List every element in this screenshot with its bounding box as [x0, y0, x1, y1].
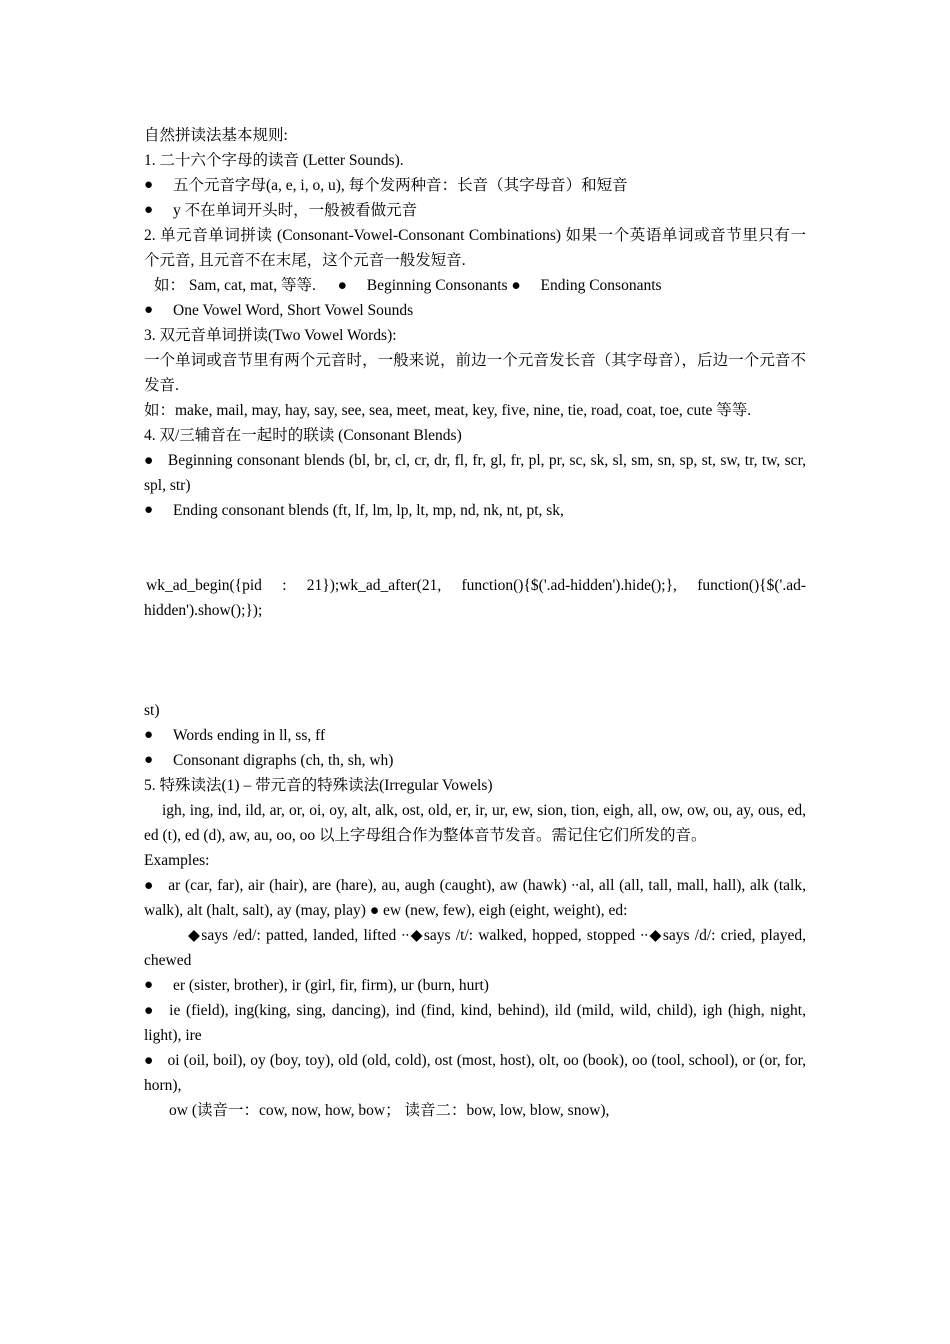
- bullet-icon: ●: [511, 277, 521, 294]
- section-3-heading: 3. 双元音单词拼读(Two Vowel Words):: [144, 327, 397, 344]
- list-item-text: Beginning consonant blends (bl, br, cl, cr, dr, fl, fr, gl, fr, pl, pr, sc, sk, sl, sm, sn, sp, st, sw, tr, tw, scr, spl, str): [144, 452, 806, 494]
- continuation-text: st): [144, 702, 160, 719]
- list-item: [144, 173, 806, 198]
- bullet-icon: ●: [144, 727, 154, 743]
- list-item: [144, 448, 806, 498]
- bullet-icon: ●: [144, 1052, 154, 1069]
- section-5-heading: 5. 特殊读法(1) – 带元音的特殊读法(Irregular Vowels): [144, 777, 493, 794]
- list-item: [144, 873, 806, 923]
- bullet-icon: ●: [144, 502, 154, 518]
- list-item-text: Consonant digraphs (ch, th, sh, wh): [173, 752, 394, 769]
- list-item: [144, 298, 806, 323]
- bullet-icon: ●: [144, 877, 155, 894]
- list-item-text: Ending Consonants: [540, 277, 662, 294]
- list-item: [144, 723, 806, 748]
- list-item-text: Words ending in ll, ss, ff: [173, 727, 326, 744]
- section-5-text: igh, ing, ind, ild, ar, or, oi, oy, alt, alk, ost, old, er, ir, ur, ew, sion, tion, eigh, all, ow, ow, ou, ay, ous, ed, ed (t), ed (d), aw, au, oo, oo 以上字母组合作为整体音节发音。需记住它们所发的音。: [144, 802, 806, 844]
- list-item: [144, 198, 806, 223]
- section-1-heading: 1. 二十六个字母的读音 (Letter Sounds).: [144, 152, 404, 169]
- bullet-icon: ●: [337, 277, 347, 294]
- section-3-text: 一个单词或音节里有两个元音时，一般来说，前边一个元音发长音（其字母音），后边一个元音不发音.: [144, 352, 806, 394]
- bullet-icon: ●: [144, 177, 154, 193]
- bullet-icon: ●: [144, 1002, 156, 1019]
- list-item-text: y 不在单词开头时，一般被看做元音: [173, 202, 418, 219]
- list-item: [144, 973, 806, 998]
- list-item-text: ie (field), ing(king, sing, dancing), ind (find, kind, behind), ild (mild, wild, child), igh (high, night, light), ire: [144, 1002, 806, 1044]
- doc-title: 自然拼读法基本规则:: [144, 127, 288, 144]
- list-item: [144, 998, 806, 1048]
- bullet-icon: ●: [144, 977, 154, 993]
- list-item-text: Ending consonant blends (ft, lf, lm, lp, lt, mp, nd, nk, nt, pt, sk,: [173, 502, 564, 519]
- list-item-text: oi (oil, boil), oy (boy, toy), old (old, cold), ost (most, host), olt, oo (book), oo (tool, school), or (or, for, horn),: [144, 1052, 806, 1094]
- bullet-icon: ●: [144, 752, 154, 768]
- bullet-icon: ●: [144, 452, 154, 469]
- list-item-text: 五个元音字母(a, e, i, o, u), 每个发两种音：长音（其字母音）和短音: [173, 177, 628, 194]
- list-item-text: er (sister, brother), ir (girl, fir, firm), ur (burn, hurt): [173, 977, 489, 994]
- example-text: 如： Sam, cat, mat, 等等.: [154, 277, 316, 294]
- section-2-heading: 2. 单元音单词拼读 (Consonant-Vowel-Consonant Combinations) 如果一个英语单词或音节里只有一个元音, 且元音不在末尾，这个元音一般发短音.: [144, 227, 806, 269]
- example-line: [144, 273, 806, 298]
- document-body: [144, 123, 806, 1123]
- list-item: [144, 748, 806, 773]
- examples-label: Examples:: [144, 852, 210, 869]
- bullet-icon: ●: [144, 202, 154, 218]
- list-item-text: ar (car, far), air (hair), are (hare), au, augh (caught), aw (hawk) ∙∙al, all (all, tall, mall, hall), alk (talk, walk), alt (halt, salt), ay (may, play) ● ew (new, few), eigh (eight, weight), ed:: [144, 877, 806, 919]
- list-item: [144, 1048, 806, 1098]
- ow-line: ow (读音一：cow, now, how, bow； 读音二：bow, low, blow, snow),: [169, 1102, 610, 1119]
- ed-rules-line: ◆says /ed/: patted, landed, lifted ∙∙◆says /t/: walked, hopped, stopped ∙∙◆says /d/: cried, played, chewed: [144, 927, 806, 969]
- list-item-text: Beginning Consonants: [366, 277, 508, 294]
- section-4-heading: 4. 双/三辅音在一起时的联读 (Consonant Blends): [144, 427, 462, 444]
- ad-script-text: wk_ad_begin({pid : 21});wk_ad_after(21, function(){$('.ad-hidden').hide();}, function(){$('.ad-hidden').show();});: [144, 577, 806, 619]
- list-item-text: One Vowel Word, Short Vowel Sounds: [173, 302, 414, 319]
- section-3-example: 如：make, mail, may, hay, say, see, sea, meet, meat, key, five, nine, tie, road, coat, toe, cute 等等.: [144, 402, 752, 419]
- list-item: [144, 498, 806, 523]
- bullet-icon: ●: [144, 302, 154, 318]
